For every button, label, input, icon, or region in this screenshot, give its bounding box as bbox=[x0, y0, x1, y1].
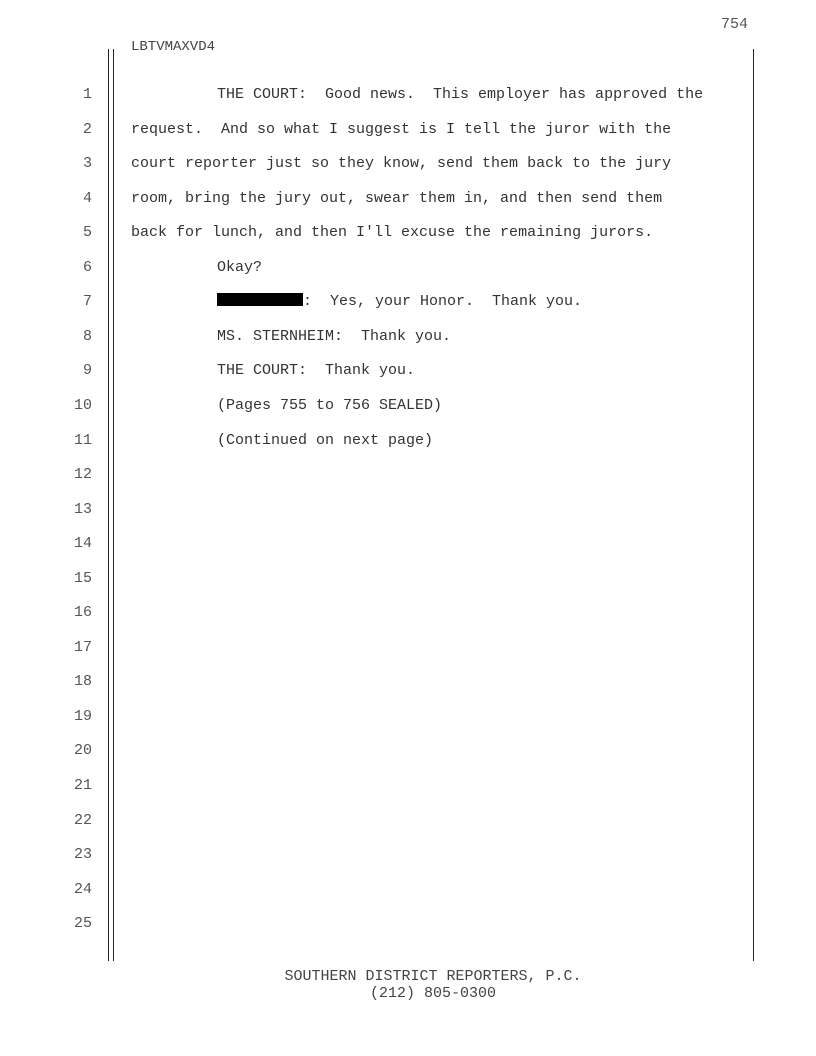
transcript-line bbox=[0, 118, 760, 142]
line-number: 9 bbox=[82, 362, 92, 380]
line-number: 3 bbox=[82, 155, 92, 173]
line-number: 16 bbox=[73, 604, 92, 622]
line-number: 12 bbox=[73, 466, 92, 483]
transcript-line bbox=[0, 83, 760, 107]
transcript-line bbox=[0, 187, 760, 211]
transcript-line bbox=[0, 532, 760, 556]
line-number: 7 bbox=[82, 293, 92, 311]
transcript-line bbox=[0, 567, 760, 591]
line-number: 1 bbox=[82, 86, 92, 103]
line-number: 21 bbox=[73, 777, 92, 794]
line-text: back for lunch, and then I'll excuse the remaining jurors. bbox=[131, 224, 654, 242]
line-text bbox=[217, 290, 582, 314]
transcript-line bbox=[0, 152, 760, 176]
line-number: 14 bbox=[73, 535, 92, 553]
transcript-line bbox=[0, 774, 760, 798]
transcript-line bbox=[0, 670, 760, 694]
reporter-phone: (212) 805-0300 bbox=[369, 985, 497, 1002]
transcript-line bbox=[0, 498, 760, 522]
line-text: THE COURT: Good news. This employer has approved the bbox=[217, 86, 704, 103]
case-identifier: LBTVMAXVD4 bbox=[131, 39, 216, 55]
transcript-line bbox=[0, 256, 760, 280]
line-text: (Pages 755 to 756 SEALED) bbox=[217, 396, 443, 414]
transcript-line bbox=[0, 739, 760, 763]
transcript-line bbox=[0, 809, 760, 833]
page-footer bbox=[0, 968, 816, 1002]
transcript-line bbox=[0, 843, 760, 867]
line-number: 24 bbox=[73, 880, 92, 898]
line-number: 19 bbox=[73, 707, 92, 725]
line-number: 6 bbox=[82, 258, 92, 276]
line-text: room, bring the jury out, swear them in, and then send them bbox=[131, 189, 663, 207]
transcript-line bbox=[0, 221, 760, 245]
line-number: 13 bbox=[73, 500, 92, 518]
transcript-line bbox=[0, 878, 760, 902]
line-number: 22 bbox=[73, 811, 92, 829]
line-number: 23 bbox=[73, 846, 92, 864]
transcript-line bbox=[0, 394, 760, 418]
line-text: court reporter just so they know, send them back to the jury bbox=[131, 155, 672, 173]
line-number: 10 bbox=[73, 396, 92, 414]
line-number: 18 bbox=[73, 673, 92, 691]
page-number: 754 bbox=[720, 16, 748, 33]
line-number: 17 bbox=[73, 638, 92, 656]
line-text: MS. STERNHEIM: Thank you. bbox=[217, 327, 452, 345]
line-number: 4 bbox=[82, 189, 92, 207]
line-number: 8 bbox=[82, 327, 92, 345]
line-number: 2 bbox=[82, 120, 92, 138]
line-text: request. And so what I suggest is I tell the juror with the bbox=[131, 120, 672, 138]
line-number: 20 bbox=[73, 742, 92, 760]
transcript-line bbox=[0, 359, 760, 383]
transcript-line bbox=[0, 463, 760, 487]
line-number: 11 bbox=[73, 431, 92, 449]
transcript-line bbox=[0, 290, 760, 314]
reporter-company: SOUTHERN DISTRICT REPORTERS, P.C. bbox=[284, 968, 582, 985]
transcript-line bbox=[0, 912, 760, 936]
redaction-bar bbox=[217, 293, 303, 306]
line-text: Okay? bbox=[217, 258, 263, 276]
line-number: 15 bbox=[73, 569, 92, 587]
line-number: 5 bbox=[82, 224, 92, 242]
line-text-after-redaction: : Yes, your Honor. Thank you. bbox=[303, 293, 583, 311]
line-text: THE COURT: Thank you. bbox=[217, 362, 416, 380]
transcript-line bbox=[0, 601, 760, 625]
line-number: 25 bbox=[73, 915, 92, 933]
line-text: (Continued on next page) bbox=[217, 431, 434, 449]
transcript-line bbox=[0, 325, 760, 349]
transcript-line bbox=[0, 705, 760, 729]
transcript-line bbox=[0, 429, 760, 453]
transcript-line bbox=[0, 636, 760, 660]
